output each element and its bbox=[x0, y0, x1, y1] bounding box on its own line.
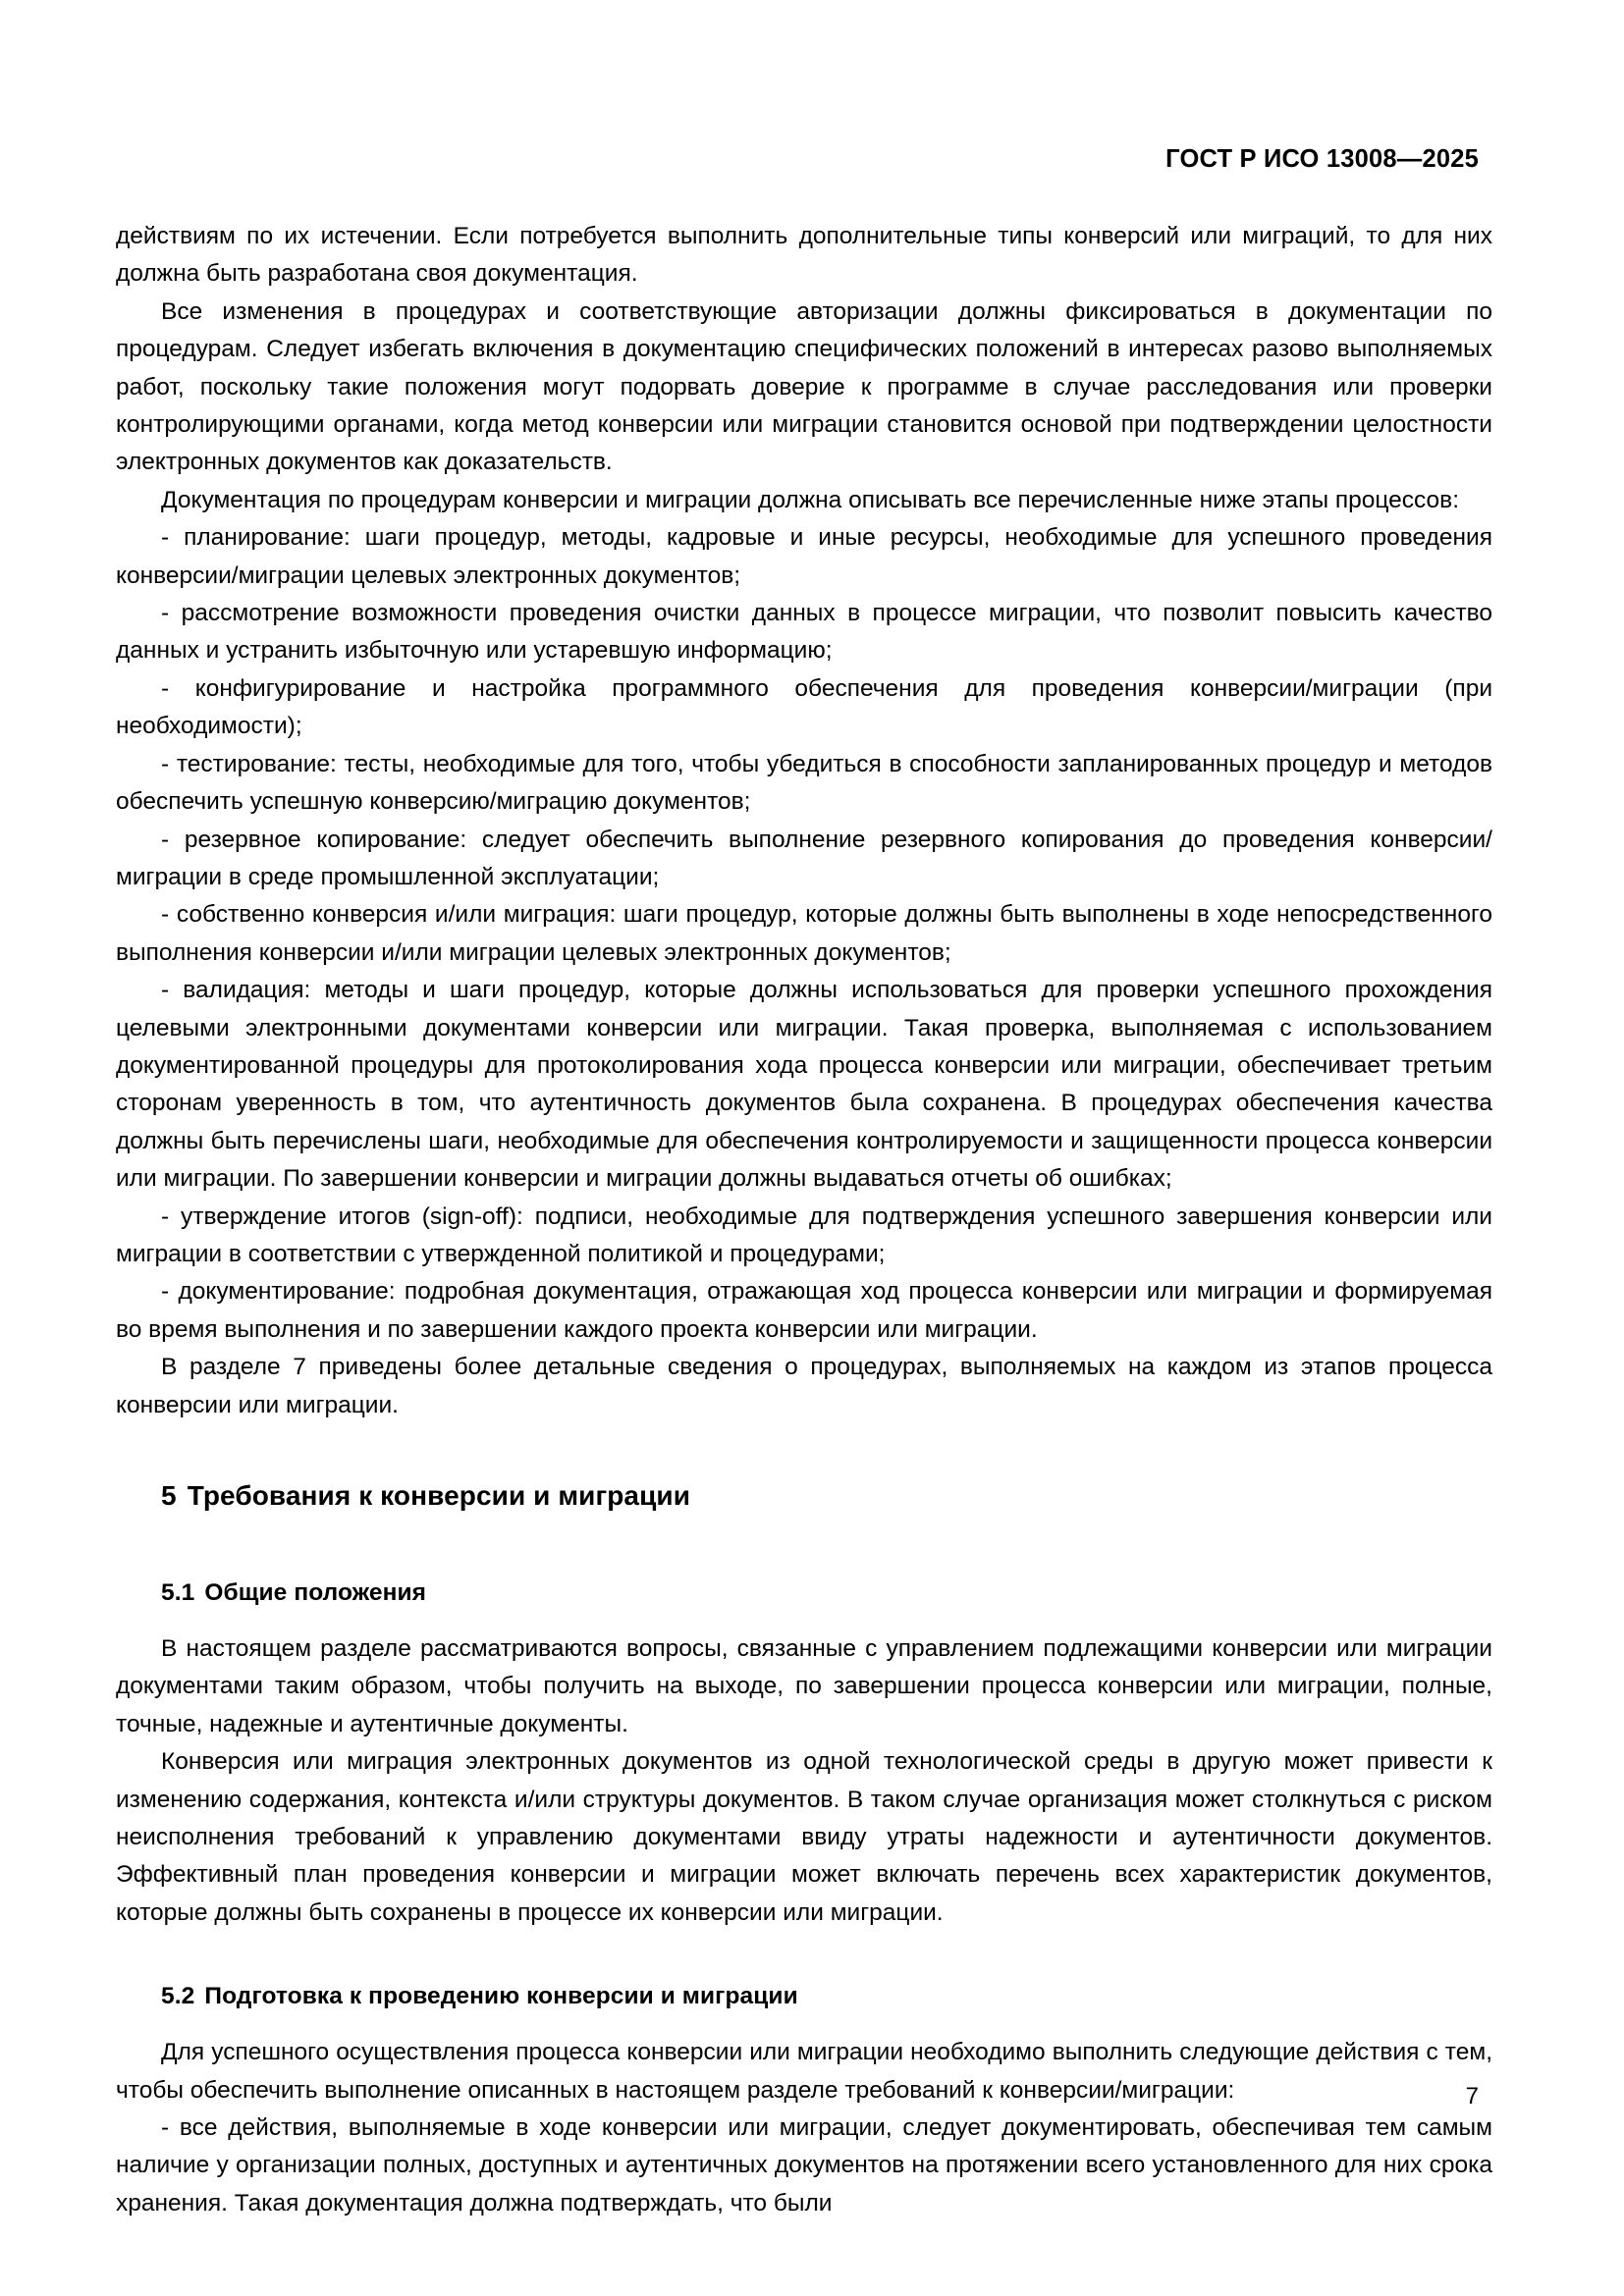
list-item-5-2-document-all-actions: - все действия, выполняемые в ходе конверсии или миграции, следует документировать, обеспечивая тем самым наличие у организации полных, доступных и аутентичных документов на протяжении всего установленного для них срока хранения. Такая документация должна подтверждать, что были bbox=[116, 2114, 1492, 2216]
page-running-header bbox=[116, 145, 1479, 179]
paragraph-doc-stages: Документация по процедурам конверсии и миграции должна описывать все перечисленные ниже этапы процессов: bbox=[161, 486, 1459, 513]
list-item-signoff: - утверждение итогов (sign-off): подписи, необходимые для подтверждения успешного завершения конверсии или миграции в соответствии с утвержденной политикой и процедурами; bbox=[116, 1202, 1492, 1267]
paragraph-5-1-risks: Конверсия или миграция электронных документов из одной технологической среды в другую может привести к изменению содержания, контекста и/или структуры документов. В таком случае организация может столкнуться с риском неисполнения требований к управлению документами ввиду утраты надежности и аутентичности документов. Эффективный план проведения конверсии и миграции может включать перечень всех характеристик документов, которые должны быть сохранены в процессе их конверсии или миграции. bbox=[116, 1748, 1492, 1926]
paragraph-changes: Все изменения в процедурах и соответствующие авторизации должны фиксироваться в документации по процедурам. Следует избегать включения в документацию специфических положений в интересах разово выполняемых работ, поскольку такие положения могут подорвать доверие к программе в случае расследования или проверки контролирующими органами, когда метод конверсии или миграции становится основой при подтверждении целостности электронных документов как доказательств. bbox=[116, 297, 1492, 476]
heading-5-1-block bbox=[116, 1577, 1492, 1609]
heading-5-1-number: 5.1 bbox=[161, 1579, 195, 1606]
heading-5 bbox=[161, 1479, 1492, 1513]
heading-5-1-title: Общие положения bbox=[204, 1579, 427, 1606]
heading-5-2-block bbox=[116, 1981, 1492, 2012]
list-item-configuration: - конфигурирование и настройка программного обеспечения для проведения конверсии/миграции (при необходимости); bbox=[116, 674, 1492, 740]
heading-5-block bbox=[116, 1479, 1492, 1513]
list-item-conversion: - собственно конверсия и/или миграция: шаги процедур, которые должны быть выполнены в ходе непосредственного выполнения конверсии и/или миграции целевых электронных документов; bbox=[116, 901, 1492, 966]
heading-5-2-title: Подготовка к проведению конверсии и миграции bbox=[204, 1983, 798, 2010]
page-number: 7 bbox=[1465, 2083, 1479, 2109]
page-folio bbox=[116, 2083, 1479, 2110]
spacer bbox=[116, 2012, 1492, 2034]
spacer bbox=[116, 1513, 1492, 1534]
paragraph-5-2-preparation: Для успешного осуществления процесса конверсии или миграции необходимо выполнить следующие действия с тем, чтобы обеспечить выполнение описанных в настоящем разделе требований к конверсии/миграции: bbox=[116, 2039, 1492, 2104]
list-item-documenting: - документирование: подробная документация, отражающая ход процесса конверсии или миграции и формируемая во время выполнения и по завершении каждого проекта конверсии или миграции. bbox=[116, 1278, 1492, 1343]
paragraph-5-1-scope: В настоящем разделе рассматриваются вопросы, связанные с управлением подлежащими конверсии или миграции документами таким образом, чтобы получить на выходе, по завершении процесса конверсии или миграции, полные, точные, надежные и аутентичные документы. bbox=[116, 1635, 1492, 1737]
heading-5-2 bbox=[161, 1981, 1492, 2012]
paragraph-continuation: действиям по их истечении. Если потребуется выполнить дополнительные типы конверсий или миграций, то для них должна быть разработана своя документация. bbox=[116, 223, 1492, 288]
list-item-planning: - планирование: шаги процедур, методы, кадровые и иные ресурсы, необходимые для успешного проведения конверсии/миграции целевых электронных документов; bbox=[116, 524, 1492, 589]
page-content bbox=[116, 218, 1492, 2222]
spacer bbox=[116, 1932, 1492, 1938]
list-item-data-cleanup: - рассмотрение возможности проведения очистки данных в процессе миграции, что позволит повысить качество данных и устранить избыточную или устаревшую информацию; bbox=[116, 600, 1492, 665]
list-item-backup: - резервное копирование: следует обеспечить выполнение резервного копирования до проведения конверсии/миграции в среде промышленной эксплуатации; bbox=[116, 826, 1492, 890]
heading-5-title: Требования к конверсии и миграции bbox=[187, 1480, 691, 1511]
heading-5-number: 5 bbox=[161, 1480, 177, 1511]
standard-number: ГОСТ Р ИСО 13008—2025 bbox=[1165, 145, 1479, 173]
spacer bbox=[116, 1609, 1492, 1630]
list-item-validation: - валидация: методы и шаги процедур, которые должны использоваться для проверки успешного прохождения целевыми электронными документами конверсии или миграции. Такая проверка, выполняемая с использованием документированной процедуры для протоколирования хода процесса конверсии или миграции, обеспечивает третьим сторонам уверенность в том, что аутентичность документов была сохранена. В процедурах обеспечения качества должны быть перечислены шаги, необходимые для обеспечения контролируемости и защищенности процесса конверсии или миграции. По завершении конверсии и миграции должны выдаваться отчеты об ошибках; bbox=[116, 977, 1492, 1193]
paragraph-section7-reference: В разделе 7 приведены более детальные сведения о процедурах, выполняемых на каждом из этапов процесса конверсии или миграции. bbox=[116, 1354, 1492, 1418]
heading-5-1 bbox=[161, 1577, 1492, 1609]
list-item-testing: - тестирование: тесты, необходимые для того, чтобы убедиться в способности запланированных процедур и методов обеспечить успешную конверсию/миграцию документов; bbox=[116, 750, 1492, 816]
heading-5-2-number: 5.2 bbox=[161, 1983, 195, 2010]
